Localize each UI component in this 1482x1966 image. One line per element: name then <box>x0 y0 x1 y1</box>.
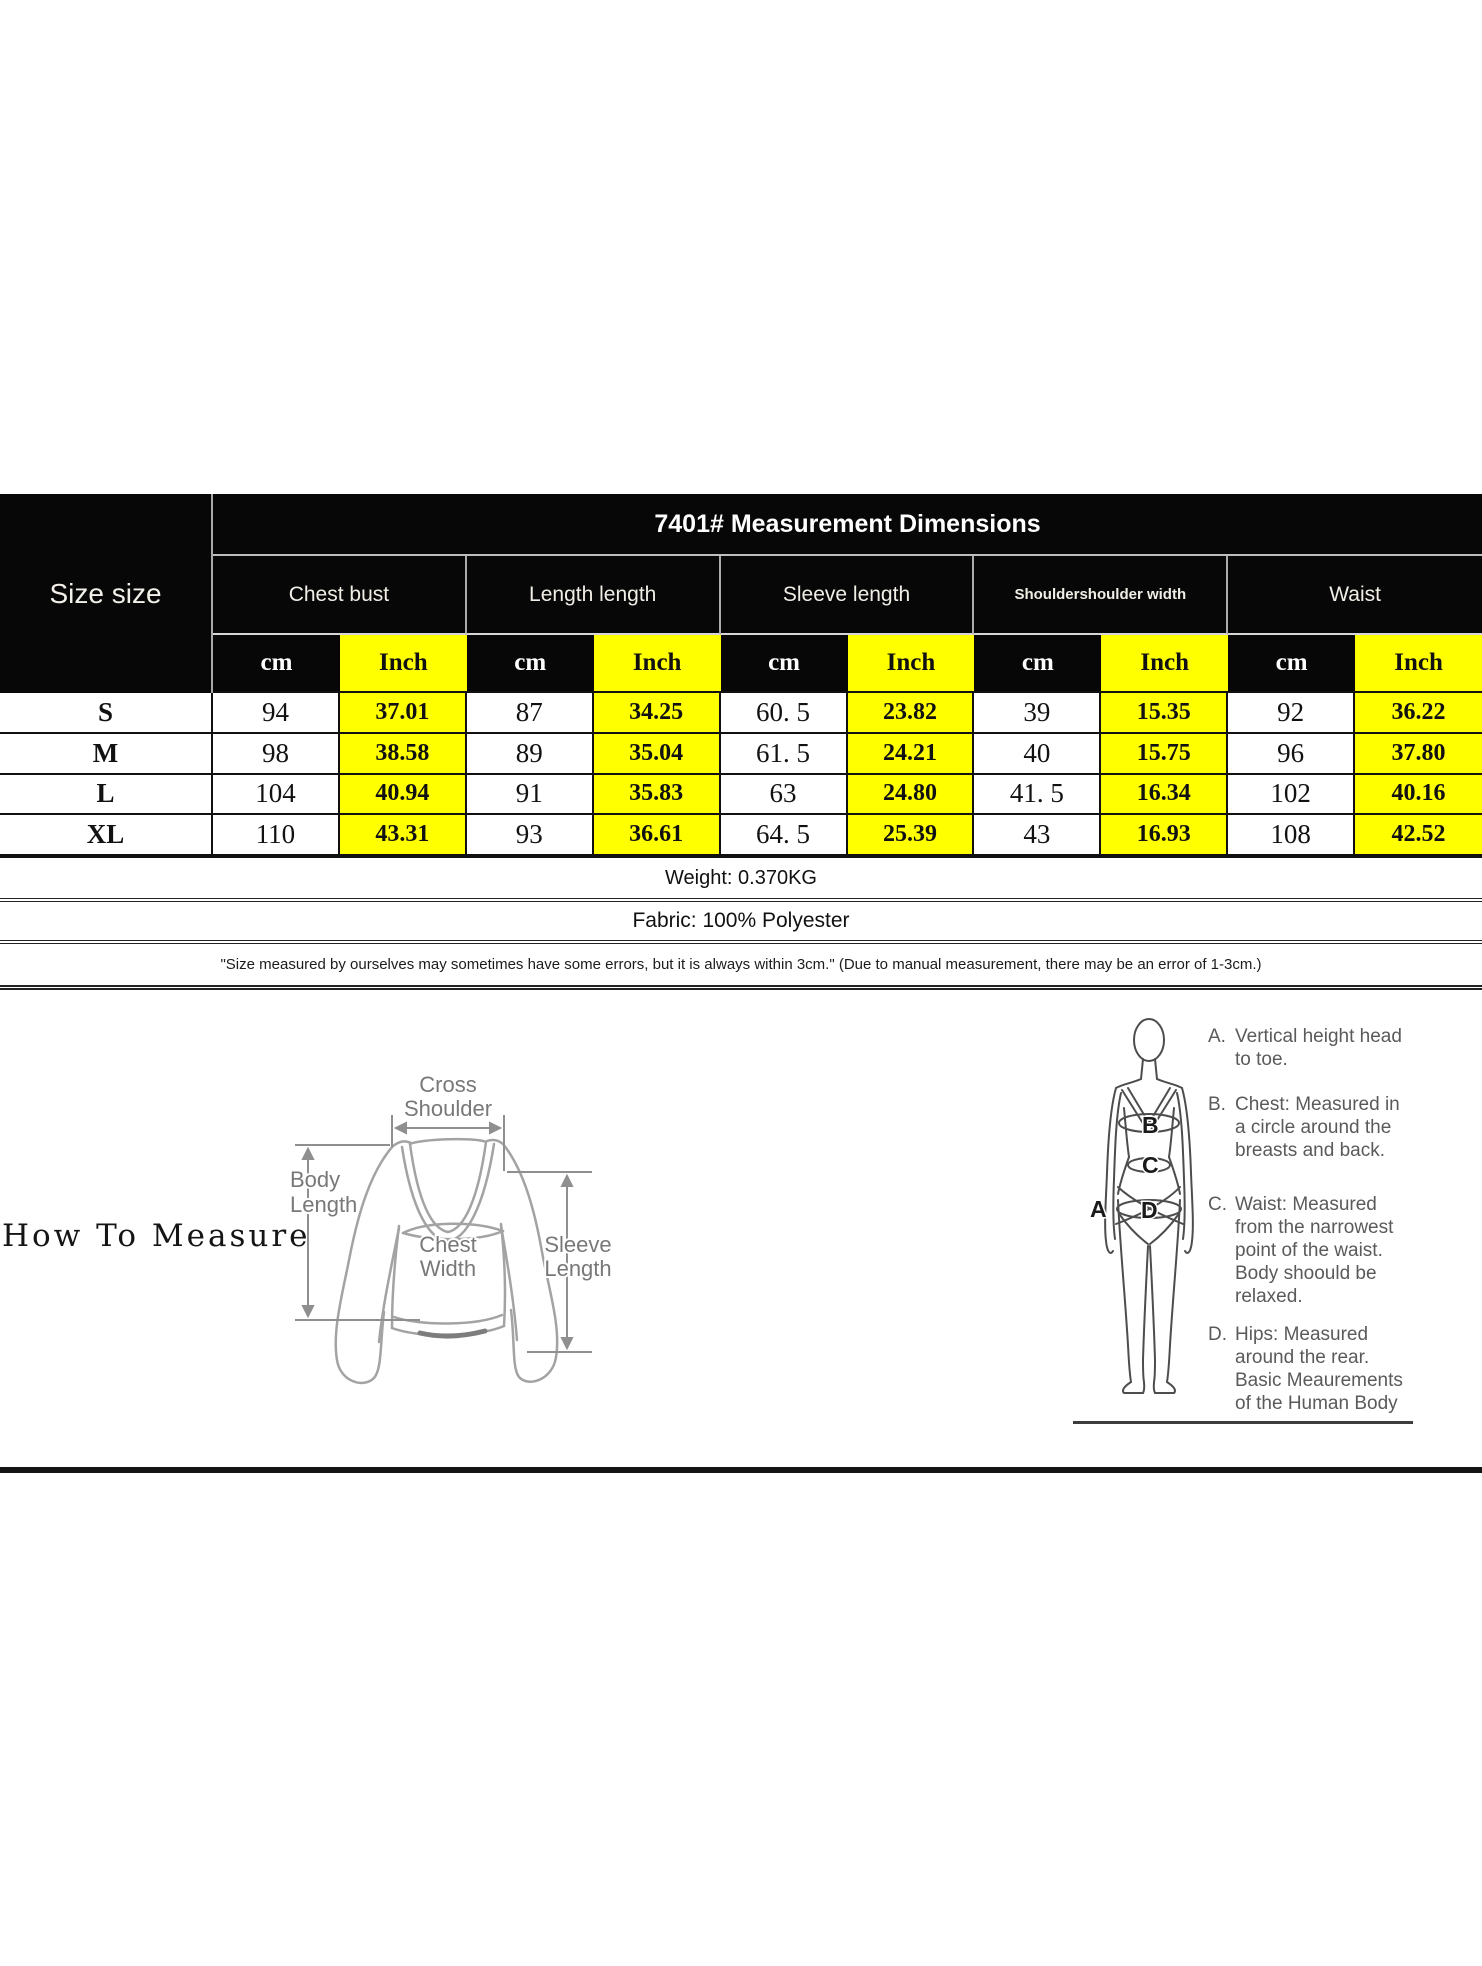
value-cell-M-8: 96 <box>1228 734 1355 775</box>
value-cell-XL-0: 110 <box>213 815 340 856</box>
group-header-0: Chest bust <box>213 556 467 635</box>
measurement-table <box>0 494 1482 856</box>
how-to-measure-title: How To Measure <box>2 1218 311 1254</box>
value-cell-M-9: 37.80 <box>1355 734 1482 775</box>
cross-shoulder-label-1: Cross <box>419 1072 477 1097</box>
body-measurement-figure <box>1080 1013 1220 1403</box>
value-cell-S-4: 60. 5 <box>721 693 848 734</box>
cross-shoulder-label-2: Shoulder <box>403 1096 493 1121</box>
value-cell-XL-1: 43.31 <box>340 815 467 856</box>
unit-cm-0: cm <box>213 635 340 693</box>
weight-row <box>0 856 1482 902</box>
note-letter: C. <box>1208 1194 1227 1215</box>
size-cell-XL: XL <box>0 815 213 856</box>
body-label-b: B <box>1142 1112 1159 1138</box>
value-cell-S-0: 94 <box>213 693 340 734</box>
value-cell-S-3: 34.25 <box>594 693 721 734</box>
note-letter: B. <box>1208 1094 1226 1115</box>
value-cell-M-5: 24.21 <box>848 734 975 775</box>
value-cell-XL-5: 25.39 <box>848 815 975 856</box>
value-cell-L-3: 35.83 <box>594 775 721 816</box>
value-cell-S-1: 37.01 <box>340 693 467 734</box>
table-title-cell: 7401# Measurement Dimensions <box>213 494 1482 556</box>
value-cell-XL-7: 16.93 <box>1101 815 1228 856</box>
figure-underline <box>1073 1421 1413 1424</box>
value-cell-M-2: 89 <box>467 734 594 775</box>
measure-note-c <box>1208 1193 1411 1308</box>
value-cell-S-2: 87 <box>467 693 594 734</box>
group-header-3: Shouldershoulder width <box>974 556 1228 635</box>
value-cell-S-9: 36.22 <box>1355 693 1482 734</box>
unit-cm-1: cm <box>467 635 594 693</box>
group-header-4: Waist <box>1228 556 1482 635</box>
value-cell-M-4: 61. 5 <box>721 734 848 775</box>
unit-inch-4: Inch <box>1355 635 1482 693</box>
size-header-cell: Size size <box>0 494 213 693</box>
disclaimer-text: "Size measured by ourselves may sometimes have some errors, but it is always within 3cm." (Due to manual measurement, there may be an error of 1-3cm.) <box>220 956 1262 973</box>
measure-note-a <box>1208 1025 1411 1071</box>
value-cell-M-0: 98 <box>213 734 340 775</box>
body-length-label-1: Body <box>290 1167 341 1192</box>
bottom-rule <box>0 1467 1482 1473</box>
value-cell-L-6: 41. 5 <box>974 775 1101 816</box>
value-cell-XL-9: 42.52 <box>1355 815 1482 856</box>
unit-cm-4: cm <box>1228 635 1355 693</box>
value-cell-S-5: 23.82 <box>848 693 975 734</box>
chest-width-label-2: Width <box>419 1256 477 1281</box>
unit-inch-2: Inch <box>848 635 975 693</box>
sleeve-length-label-1: Sleeve <box>544 1232 612 1257</box>
size-cell-S: S <box>0 693 213 734</box>
body-label-d: D <box>1141 1197 1158 1223</box>
measure-note-b <box>1208 1093 1411 1162</box>
size-cell-M: M <box>0 734 213 775</box>
value-cell-M-3: 35.04 <box>594 734 721 775</box>
value-cell-L-7: 16.34 <box>1101 775 1228 816</box>
unit-inch-0: Inch <box>340 635 467 693</box>
disclaimer-row <box>0 944 1482 990</box>
body-label-a: A <box>1090 1196 1107 1222</box>
value-cell-L-0: 104 <box>213 775 340 816</box>
group-header-2: Sleeve length <box>721 556 975 635</box>
note-text: Chest: Measured in a circle around the breasts and back. <box>1235 1094 1400 1161</box>
value-cell-L-8: 102 <box>1228 775 1355 816</box>
value-cell-XL-3: 36.61 <box>594 815 721 856</box>
measure-notes-list <box>1208 1015 1418 1435</box>
note-letter: A. <box>1208 1026 1226 1047</box>
unit-cm-2: cm <box>721 635 848 693</box>
note-letter: D. <box>1208 1324 1227 1345</box>
value-cell-S-7: 15.35 <box>1101 693 1228 734</box>
value-cell-XL-6: 43 <box>974 815 1101 856</box>
value-cell-L-1: 40.94 <box>340 775 467 816</box>
value-cell-S-8: 92 <box>1228 693 1355 734</box>
value-cell-L-2: 91 <box>467 775 594 816</box>
note-text: Hips: Measured around the rear. Basic Meaurements of the Human Body <box>1235 1324 1403 1414</box>
unit-inch-1: Inch <box>594 635 721 693</box>
size-cell-L: L <box>0 775 213 816</box>
chest-width-label-1: Chest <box>419 1232 477 1257</box>
measure-note-d <box>1208 1323 1411 1415</box>
value-cell-XL-4: 64. 5 <box>721 815 848 856</box>
value-cell-M-6: 40 <box>974 734 1101 775</box>
value-cell-M-7: 15.75 <box>1101 734 1228 775</box>
fabric-text: Fabric: 100% Polyester <box>632 909 850 932</box>
note-text: Vertical height head to toe. <box>1235 1026 1402 1070</box>
value-cell-M-1: 38.58 <box>340 734 467 775</box>
group-header-1: Length length <box>467 556 721 635</box>
unit-inch-3: Inch <box>1101 635 1228 693</box>
value-cell-L-4: 63 <box>721 775 848 816</box>
unit-cm-3: cm <box>974 635 1101 693</box>
sleeve-length-label-2: Length <box>544 1256 612 1281</box>
shirt-measurement-diagram <box>280 1040 650 1400</box>
body-label-c: C <box>1142 1152 1159 1178</box>
value-cell-L-5: 24.80 <box>848 775 975 816</box>
value-cell-L-9: 40.16 <box>1355 775 1482 816</box>
body-length-label-2: Length <box>290 1192 358 1217</box>
fabric-row <box>0 902 1482 944</box>
value-cell-S-6: 39 <box>974 693 1101 734</box>
weight-text: Weight: 0.370KG <box>665 866 817 889</box>
value-cell-XL-8: 108 <box>1228 815 1355 856</box>
value-cell-XL-2: 93 <box>467 815 594 856</box>
note-text: Waist: Measured from the narrowest point of the waist. Body shoould be relaxed. <box>1235 1194 1394 1307</box>
